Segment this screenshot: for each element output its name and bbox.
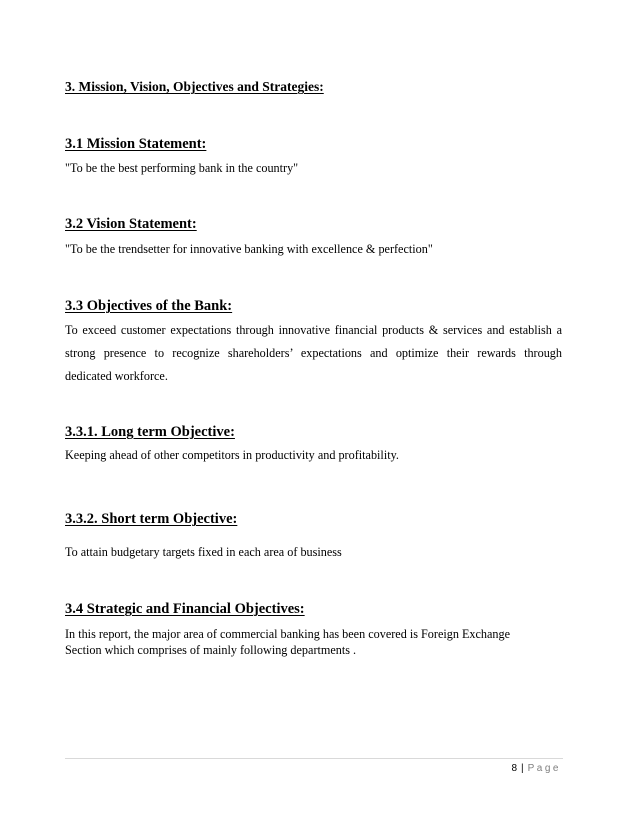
footer-separator: | bbox=[521, 763, 524, 774]
objectives-line-1: To exceed customer expectations through innovative financial products & services and establish a bbox=[65, 323, 562, 337]
mission-heading: 3.1 Mission Statement: bbox=[65, 136, 207, 152]
strategic-line-2: Section which comprises of mainly following departments . bbox=[65, 643, 357, 657]
section-title: 3. Mission, Vision, Objectives and Strategies: bbox=[65, 79, 324, 94]
page-footer bbox=[511, 763, 561, 774]
objectives-heading: 3.3 Objectives of the Bank: bbox=[65, 298, 233, 314]
long-term-heading: 3.3.1. Long term Objective: bbox=[65, 424, 235, 440]
mission-text: "To be the best performing bank in the country" bbox=[65, 161, 299, 175]
page-number: 8 bbox=[511, 763, 518, 774]
objectives-line-2: strong presence to recognize shareholders’ expectations and optimize their rewards through bbox=[65, 346, 562, 360]
objectives-line-3: dedicated workforce. bbox=[65, 369, 168, 383]
page-label: Page bbox=[527, 763, 561, 774]
short-term-heading: 3.3.2. Short term Objective: bbox=[65, 511, 238, 527]
strategic-line-1: In this report, the major area of commercial banking has been covered is Foreign Exchange bbox=[65, 627, 511, 641]
short-term-text: To attain budgetary targets fixed in each area of business bbox=[65, 545, 342, 559]
long-term-text: Keeping ahead of other competitors in productivity and profitability. bbox=[65, 448, 399, 462]
strategic-heading: 3.4 Strategic and Financial Objectives: bbox=[65, 601, 305, 617]
vision-heading: 3.2 Vision Statement: bbox=[65, 216, 197, 232]
vision-text: "To be the trendsetter for innovative banking with excellence & perfection" bbox=[65, 242, 433, 256]
footer-divider bbox=[65, 758, 563, 759]
